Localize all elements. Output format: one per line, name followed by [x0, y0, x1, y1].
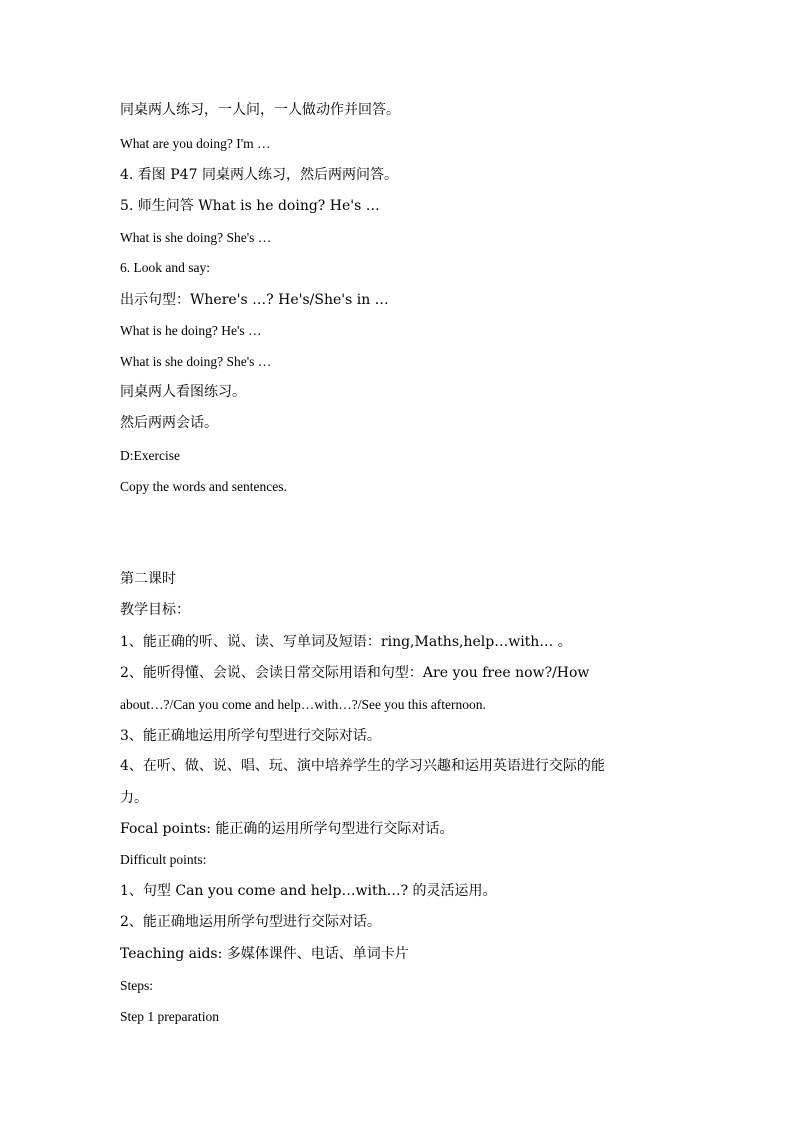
text-line: Focal points: 能正确的运用所学句型进行交际对话。	[120, 821, 454, 837]
text-line: What is she doing? She's …	[120, 230, 272, 245]
text-line: 4、在听、做、说、唱、玩、演中培养学生的学习兴趣和运用英语进行交际的能	[120, 758, 605, 774]
text-line: 6. Look and say:	[120, 260, 210, 275]
text-line: 5. 师生问答 What is he doing? He's …	[120, 198, 380, 214]
text-line: 1、能正确的听、说、读、写单词及短语：ring,Maths,help…with… 。	[120, 634, 572, 650]
text-line: Step 1 preparation	[120, 1009, 219, 1024]
text-line: Teaching aids: 多媒体课件、电话、单词卡片	[120, 946, 409, 962]
text-line: 教学目标：	[120, 602, 190, 618]
text-line: 然后两两会话。	[120, 415, 218, 431]
text-line: Copy the words and sentences.	[120, 479, 287, 494]
text-line: 同桌两人看图练习。	[120, 384, 246, 400]
text-line: 2、能听得懂、会说、会读日常交际用语和句型：Are you free now?/How	[120, 665, 590, 681]
text-line: 同桌两人练习，一人问，一人做动作并回答。	[120, 102, 400, 118]
text-line: about…?/Can you come and help…with…?/See you this afternoon.	[120, 697, 486, 712]
text-line: 3、能正确地运用所学句型进行交际对话。	[120, 728, 381, 744]
text-line: What is she doing? She's …	[120, 354, 272, 369]
text-line: Difficult points:	[120, 852, 207, 867]
text-line: 1、句型 Can you come and help…with…? 的灵活运用。	[120, 883, 497, 899]
text-line: What are you doing? I'm …	[120, 136, 271, 151]
text-line: 力。	[120, 790, 148, 806]
text-line: D:Exercise	[120, 448, 180, 463]
section-heading: 第二课时	[120, 571, 176, 587]
text-line: 4. 看图 P47 同桌两人练习，然后两两问答。	[120, 167, 398, 183]
text-line: What is he doing? He's …	[120, 323, 262, 338]
text-line: Steps:	[120, 978, 154, 993]
text-line: 出示句型：Where's …? He's/She's in …	[120, 292, 389, 308]
text-line: 2、能正确地运用所学句型进行交际对话。	[120, 914, 381, 930]
